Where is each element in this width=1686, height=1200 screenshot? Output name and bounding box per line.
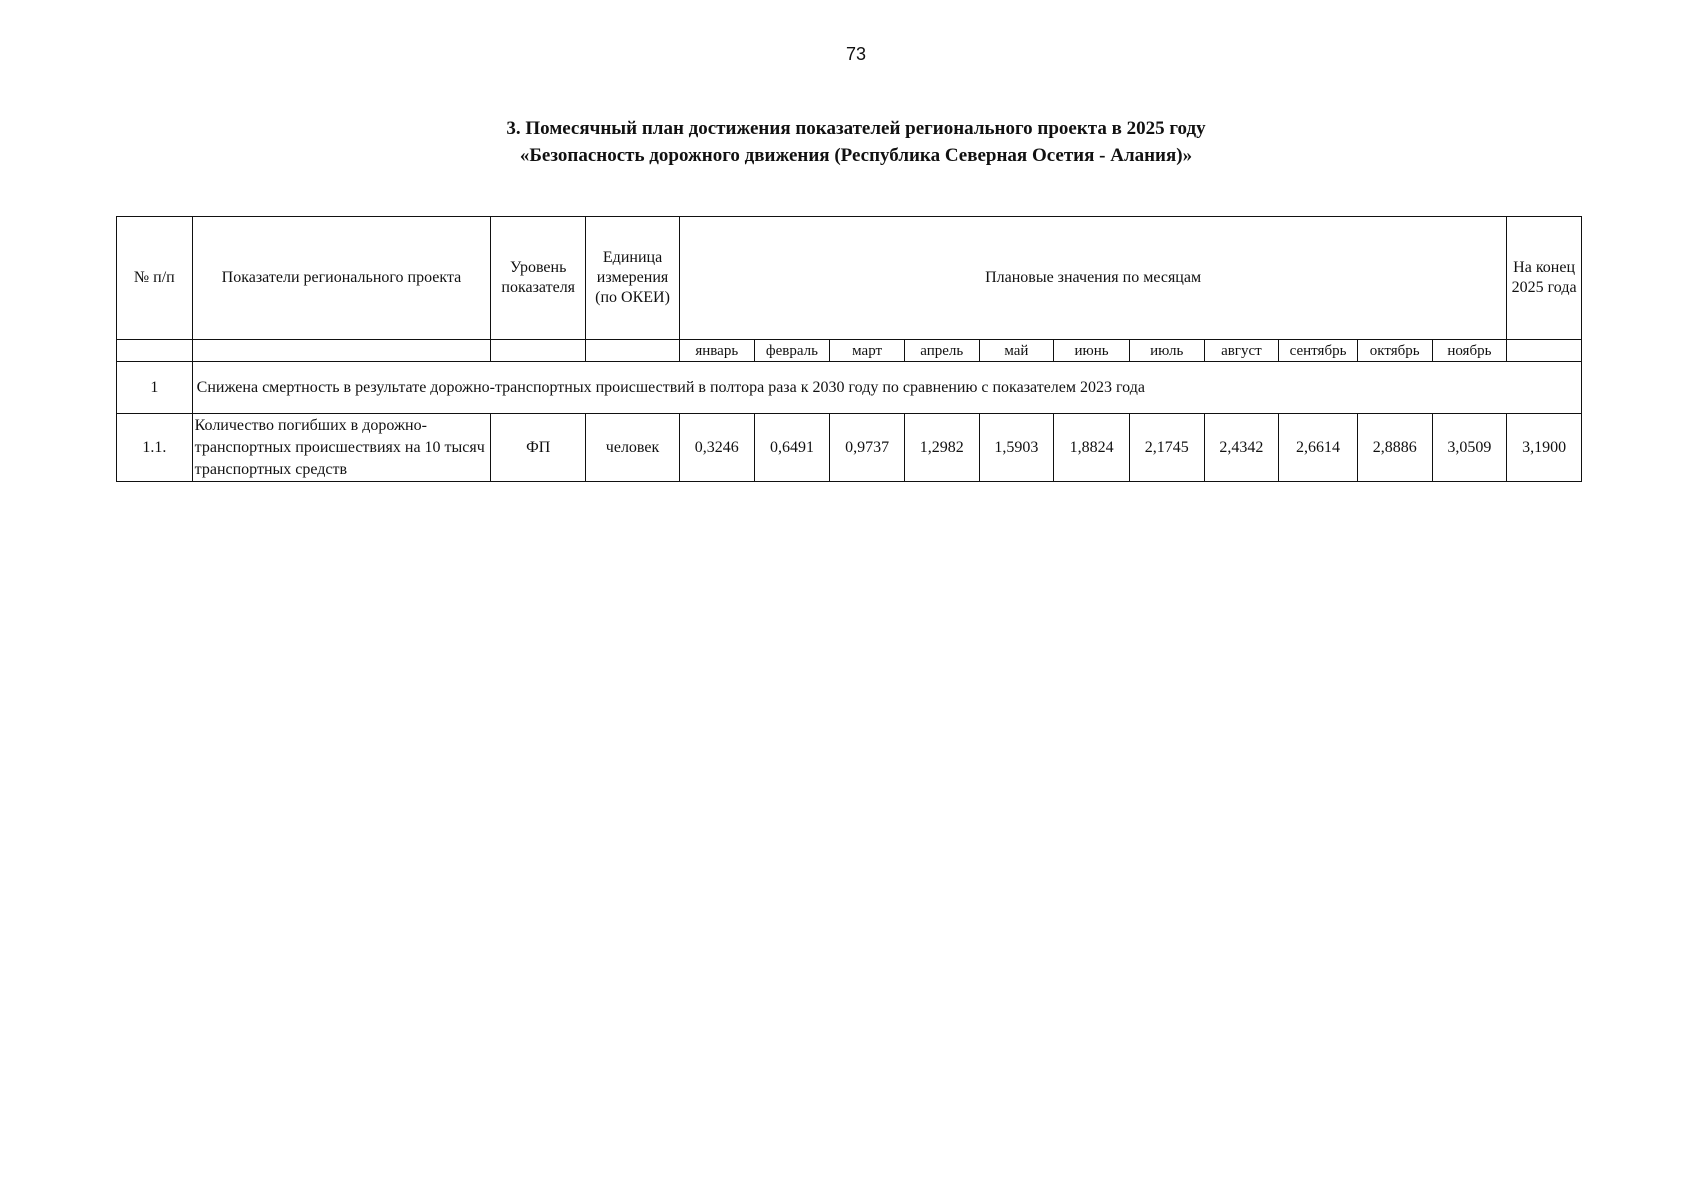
month-header: сентябрь [1279,340,1358,362]
month-header: февраль [754,340,830,362]
title-line-1: 3. Помесячный план достижения показателей регионального проекта в 2025 году [506,118,1206,139]
month-value: 2,4342 [1204,414,1279,482]
empty-cell [491,340,586,362]
month-header: ноябрь [1432,340,1507,362]
empty-cell [117,340,193,362]
page-title [0,115,1686,169]
empty-cell [586,340,680,362]
header-num: № п/п [117,217,193,340]
row-num: 1.1. [117,414,193,482]
month-header: август [1204,340,1279,362]
goal-text: Снижена смертность в результате дорожно-транспортных происшествий в полтора раза к 2030 году по сравнению с показателем 2023 года [192,362,1581,414]
row-unit: человек [586,414,680,482]
month-header: октябрь [1357,340,1432,362]
month-value: 2,6614 [1279,414,1358,482]
empty-cell [192,340,491,362]
month-value: 1,2982 [904,414,979,482]
row-level: ФП [491,414,586,482]
end-of-year-value: 3,1900 [1507,414,1582,482]
month-header-row [117,340,1582,362]
header-row [117,217,1582,340]
month-header: июль [1129,340,1204,362]
indicator-table-wrapper [116,216,1582,482]
table-row [117,414,1582,482]
header-level: Уровень показателя [491,217,586,340]
month-value: 2,1745 [1129,414,1204,482]
month-header: май [979,340,1054,362]
month-header: июнь [1054,340,1130,362]
header-planned-values: Плановые значения по месяцам [679,217,1506,340]
month-value: 1,8824 [1054,414,1130,482]
month-value: 0,9737 [830,414,905,482]
title-line-2: «Безопасность дорожного движения (Республика Северная Осетия - Алания)» [519,145,1193,166]
month-header: январь [679,340,754,362]
month-value: 0,6491 [754,414,830,482]
header-unit: Единица измерения (по ОКЕИ) [586,217,680,340]
month-value: 1,5903 [979,414,1054,482]
month-header: апрель [904,340,979,362]
month-header: март [830,340,905,362]
goal-row [117,362,1582,414]
month-value: 0,3246 [679,414,754,482]
month-value: 2,8886 [1357,414,1432,482]
month-value: 3,0509 [1432,414,1507,482]
header-indicator: Показатели регионального проекта [192,217,491,340]
goal-num: 1 [117,362,193,414]
monthly-plan-table [116,216,1582,482]
page-number: 73 [845,44,867,64]
header-end-of-year: На конец 2025 года [1507,217,1582,340]
row-indicator: Количество погибших в дорожно-транспортных происшествиях на 10 тысяч транспортных средств [192,414,491,482]
empty-cell [1507,340,1582,362]
